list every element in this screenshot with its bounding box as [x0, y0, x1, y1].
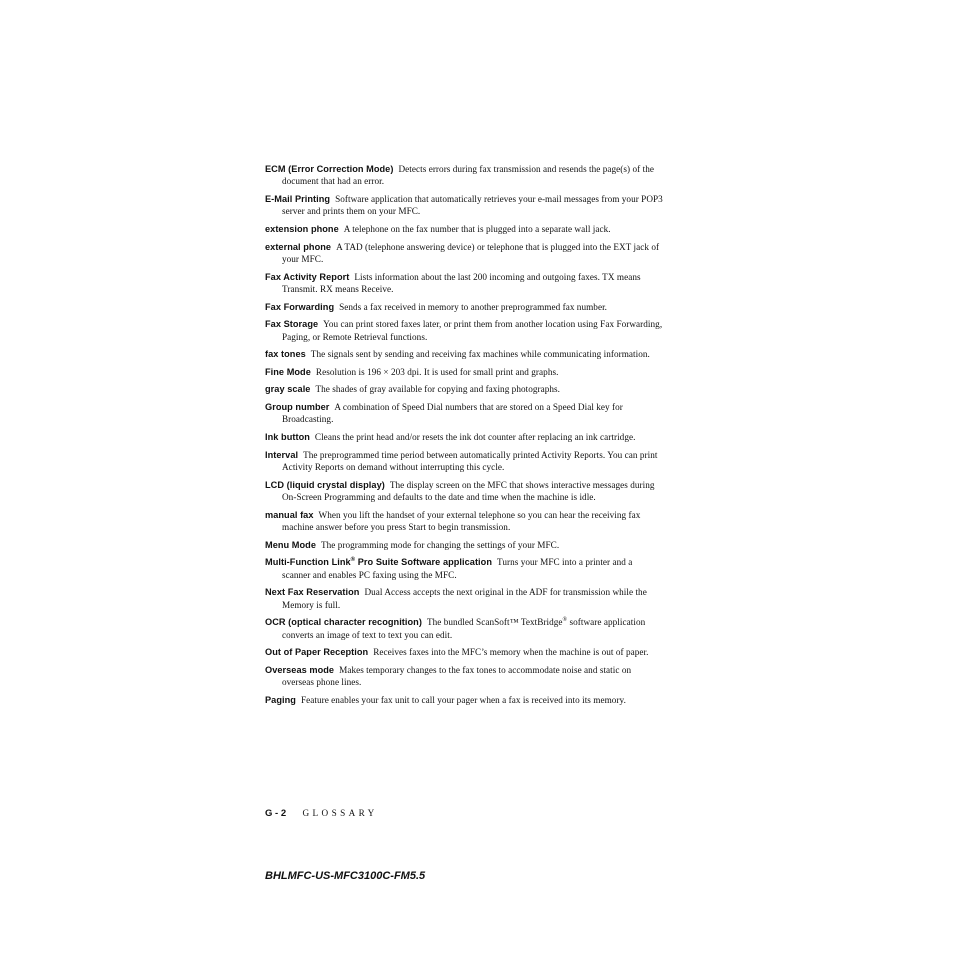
glossary-definition: A TAD (telephone answering device) or telephone that is plugged into the EXT jack of your MFC. — [282, 241, 660, 264]
glossary-entry — [265, 586, 663, 611]
glossary-term: ECM (Error Correction Mode) — [265, 164, 394, 174]
glossary-term: Fax Activity Report — [265, 271, 350, 282]
glossary-term: manual fax — [265, 509, 314, 520]
glossary-term: OCR (optical character recognition) — [265, 617, 422, 628]
page-footer — [265, 808, 378, 819]
glossary-entry — [265, 694, 663, 706]
glossary-definition: Software application that automatically retrieves your e-mail messages from your POP3 server and prints them on your MFC. — [282, 194, 663, 217]
glossary-definition: Detects errors during fax transmission and resends the page(s) of the document that had an error. — [282, 164, 654, 187]
glossary-term: external phone — [265, 241, 332, 252]
glossary-entry — [265, 301, 663, 313]
glossary-entry — [265, 318, 663, 343]
glossary-entry — [265, 193, 663, 218]
glossary-definition: The display screen on the MFC that shows interactive messages during On-Screen Programming and defaults to the date and time when the machine is idle. — [282, 479, 655, 502]
glossary-term: Fine Mode — [265, 366, 311, 377]
glossary-entry — [265, 539, 663, 551]
glossary-definition: The preprogrammed time period between automatically printed Activity Reports. You can print Activity Reports on demand without interrupting this cycle. — [282, 449, 658, 472]
glossary-term: fax tones — [265, 349, 306, 360]
glossary-entry — [265, 616, 663, 641]
glossary-term: Interval — [265, 449, 299, 460]
glossary-term: Ink button — [265, 431, 310, 442]
glossary-entry — [265, 401, 663, 426]
glossary-entry — [265, 366, 663, 378]
glossary-term: Paging — [265, 694, 296, 705]
glossary-definition: A combination of Speed Dial numbers that are stored on a Speed Dial key for Broadcasting. — [282, 401, 623, 425]
glossary-term: extension phone — [265, 224, 339, 234]
glossary-definition: Receives faxes into the MFC’s memory when the machine is out of paper. — [373, 647, 649, 658]
glossary-definition: A telephone on the fax number that is plugged into a separate wall jack. — [343, 224, 611, 234]
glossary-entry — [265, 664, 663, 689]
glossary-entry — [265, 223, 663, 235]
glossary-definition: Dual Access accepts the next original in the ADF for transmission while the Memory is full. — [282, 587, 647, 610]
glossary-definition: Lists information about the last 200 incoming and outgoing faxes. TX means Transmit. RX means Receive. — [282, 271, 641, 294]
glossary-entry — [265, 509, 663, 534]
glossary-definition: The shades of gray available for copying and faxing photographs. — [315, 384, 561, 395]
glossary-definition: The signals sent by sending and receiving fax machines while communicating information. — [310, 349, 650, 360]
glossary-definition: Sends a fax received in memory to another preprogrammed fax number. — [339, 301, 608, 312]
glossary-term: Fax Storage — [265, 319, 319, 330]
glossary-term: Menu Mode — [265, 539, 316, 550]
glossary-definition: When you lift the handset of your external telephone so you can hear the receiving fax machine answer before you press Start to begin transmission. — [282, 509, 641, 532]
glossary-entry — [265, 556, 663, 581]
page-number: G - 2 — [265, 808, 287, 819]
glossary-definition: Turns your MFC into a printer and a scanner and enables PC faxing using the MFC. — [282, 557, 633, 580]
glossary-entry — [265, 646, 663, 658]
glossary-term: Out of Paper Reception — [265, 647, 369, 658]
glossary-term: Overseas mode — [265, 664, 335, 675]
glossary-definition: You can print stored faxes later, or print them from another location using Fax Forwarding, Paging, or Remote Retrieval functions. — [282, 319, 663, 342]
glossary-definition: The programming mode for changing the settings of your MFC. — [320, 539, 560, 550]
glossary-definition: Makes temporary changes to the fax tones to accommodate noise and static on overseas phone lines. — [282, 664, 632, 688]
glossary-entry — [265, 431, 663, 443]
glossary-entry — [265, 449, 663, 474]
glossary-definition: Cleans the print head and/or resets the ink dot counter after replacing an ink cartridge. — [314, 431, 636, 442]
glossary-term: Group number — [265, 401, 330, 412]
document-id: BHLMFC-US-MFC3100C-FM5.5 — [265, 870, 426, 882]
glossary-term: Fax Forwarding — [265, 301, 335, 312]
glossary-term: E-Mail Printing — [265, 194, 331, 204]
glossary-entry — [265, 348, 663, 360]
glossary-term: gray scale — [265, 384, 311, 395]
glossary-list — [265, 163, 663, 711]
glossary-entry — [265, 383, 663, 395]
glossary-entry — [265, 479, 663, 504]
section-title: GLOSSARY — [302, 808, 378, 818]
glossary-term: Next Fax Reservation — [265, 587, 360, 598]
glossary-entry — [265, 271, 663, 296]
glossary-term: Multi-Function Link® Pro Suite Software application — [265, 557, 492, 568]
glossary-entry — [265, 163, 663, 188]
glossary-definition: The bundled ScanSoft™ TextBridge® software application converts an image of text to text you can edit. — [282, 617, 646, 640]
glossary-definition: Resolution is 196 × 203 dpi. It is used for small print and graphs. — [315, 366, 559, 377]
glossary-term: LCD (liquid crystal display) — [265, 479, 385, 490]
glossary-entry — [265, 241, 663, 266]
glossary-definition: Feature enables your fax unit to call your pager when a fax is received into its memory. — [300, 694, 626, 705]
